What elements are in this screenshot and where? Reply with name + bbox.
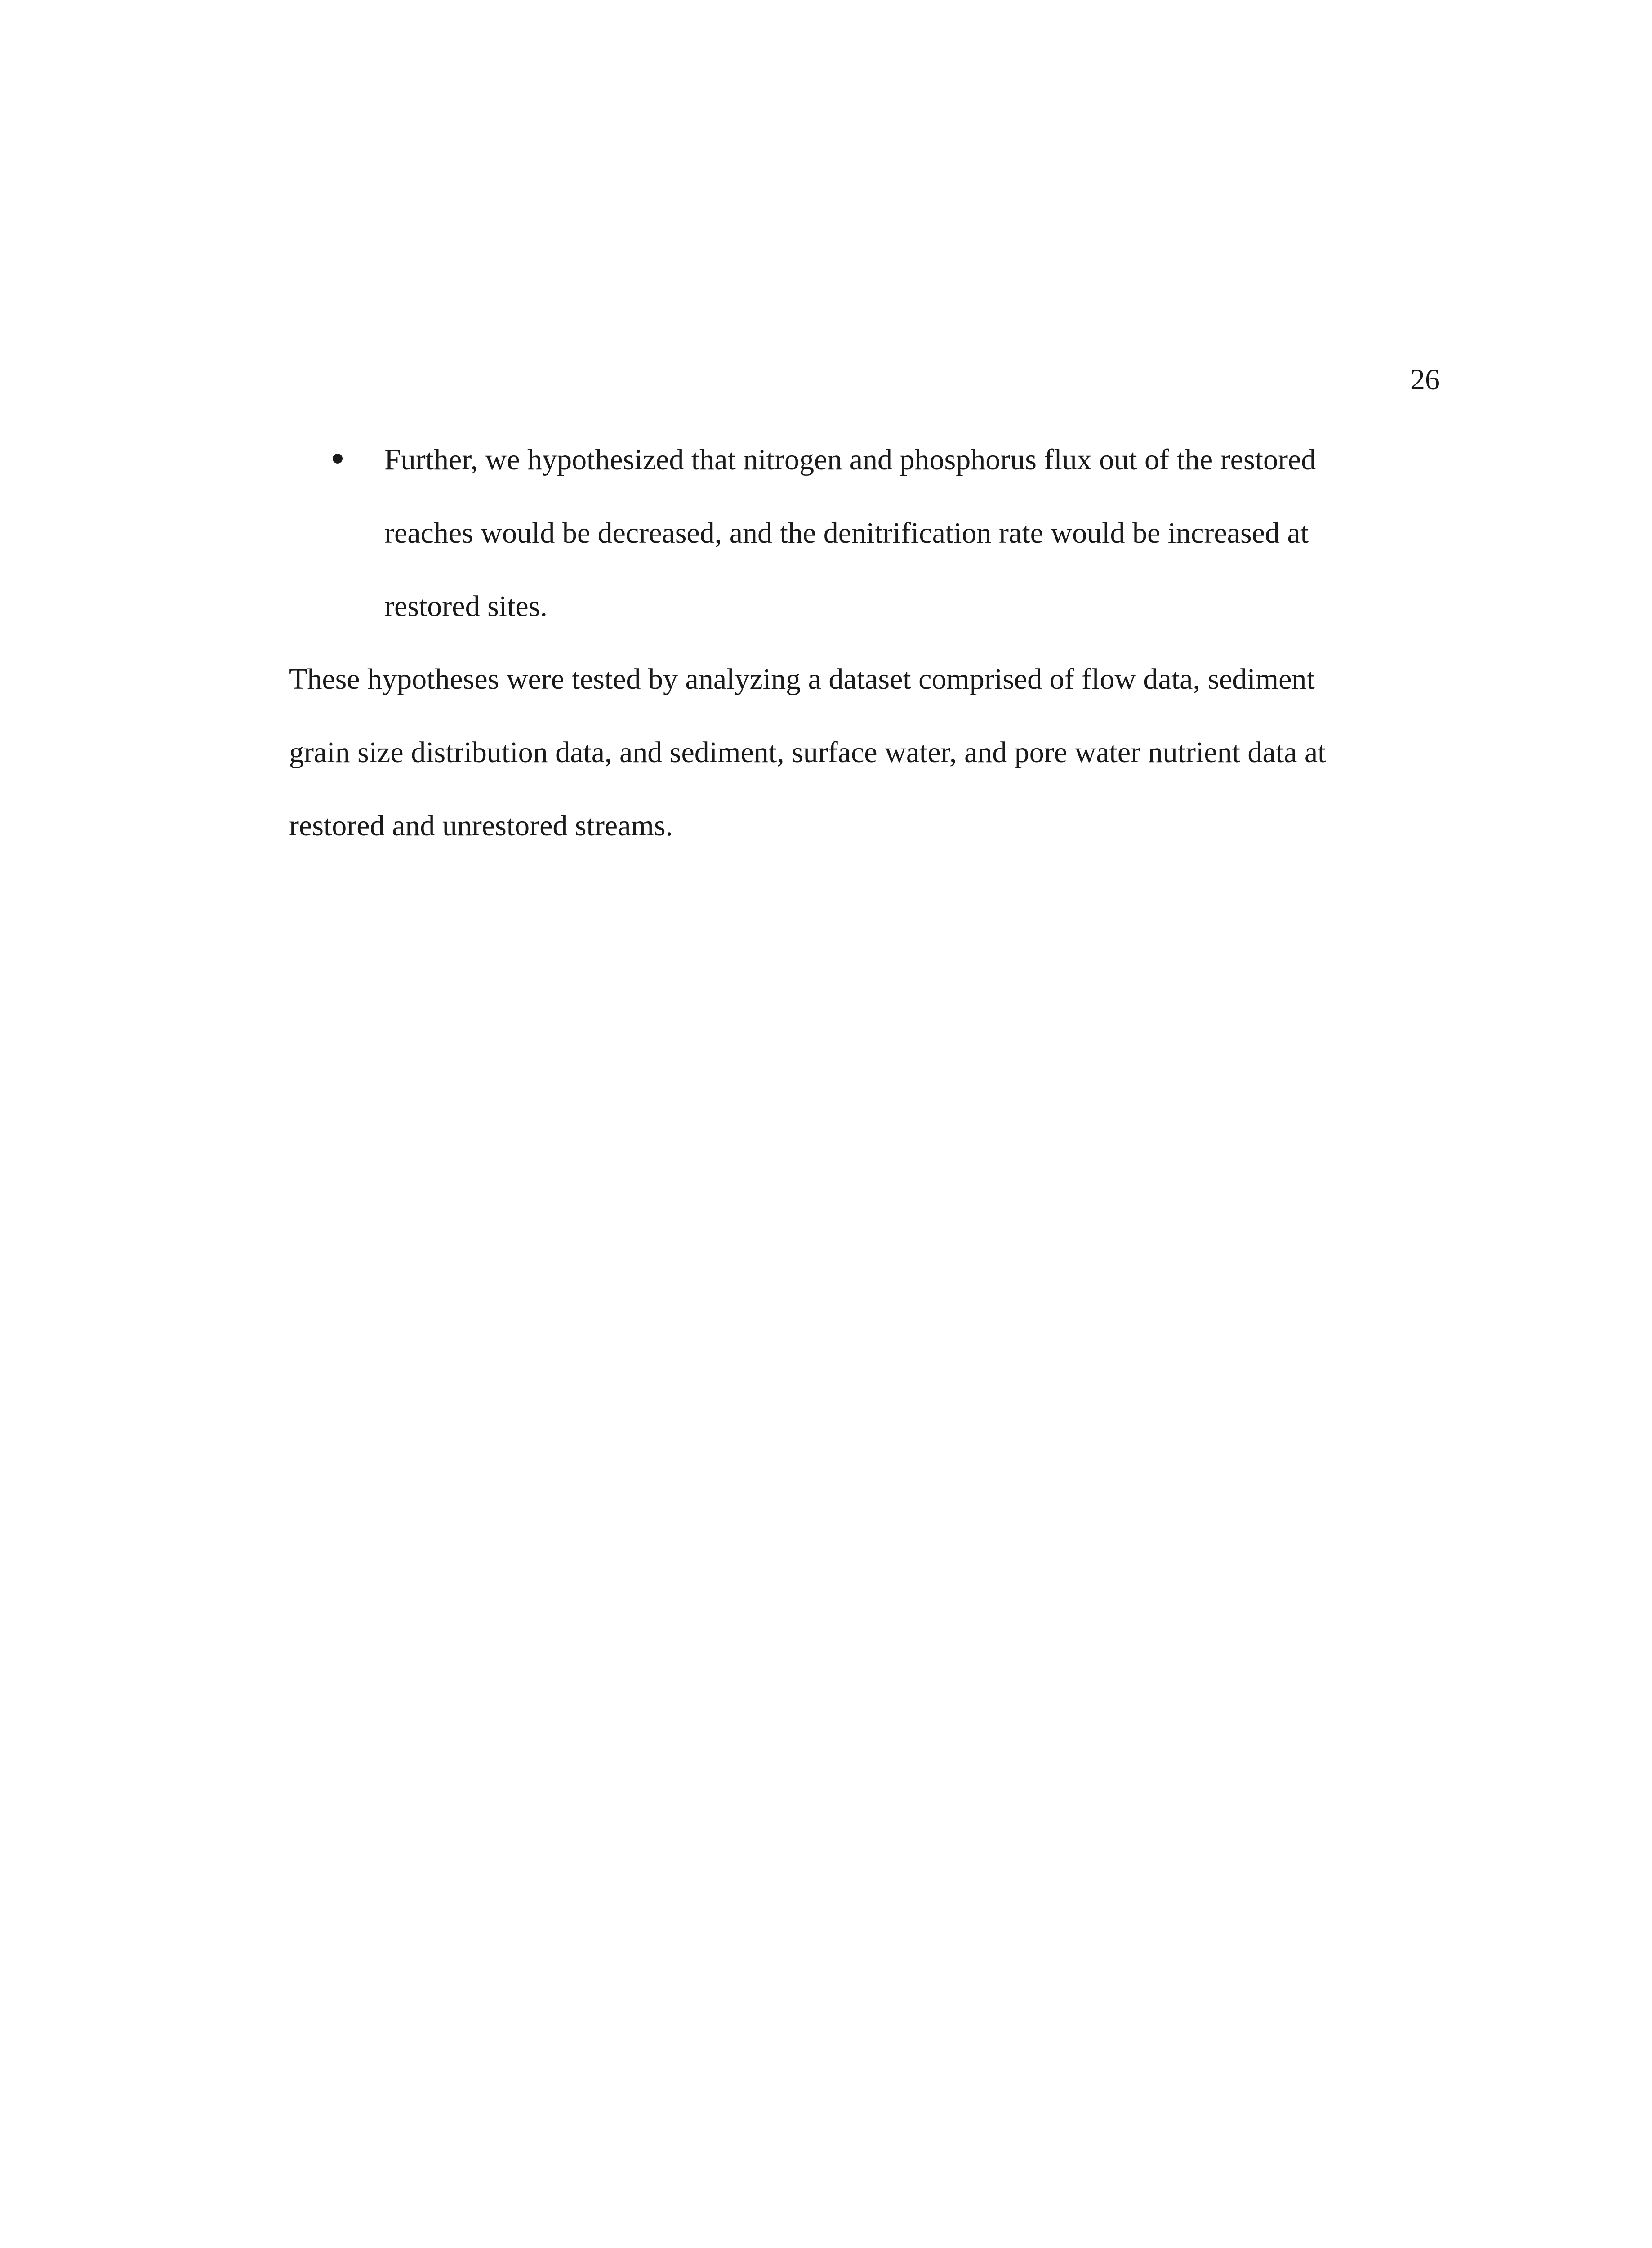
bullet-text-line-2: reaches would be decreased, and the denitrification rate would be increased at	[384, 517, 1309, 549]
paragraph-line-3: restored and unrestored streams.	[289, 809, 673, 842]
paragraph-line-1: These hypotheses were tested by analyzing a dataset comprised of flow data, sediment	[289, 663, 1315, 696]
bullet-text-line-1: Further, we hypothesized that nitrogen and phosphorus flux out of the restored	[384, 443, 1316, 476]
paragraph-line-2: grain size distribution data, and sediment, surface water, and pore water nutrient data at	[289, 736, 1326, 769]
page-number: 26	[1410, 363, 1440, 396]
bullet-icon	[333, 454, 343, 464]
bullet-text-line-3: restored sites.	[384, 590, 548, 623]
